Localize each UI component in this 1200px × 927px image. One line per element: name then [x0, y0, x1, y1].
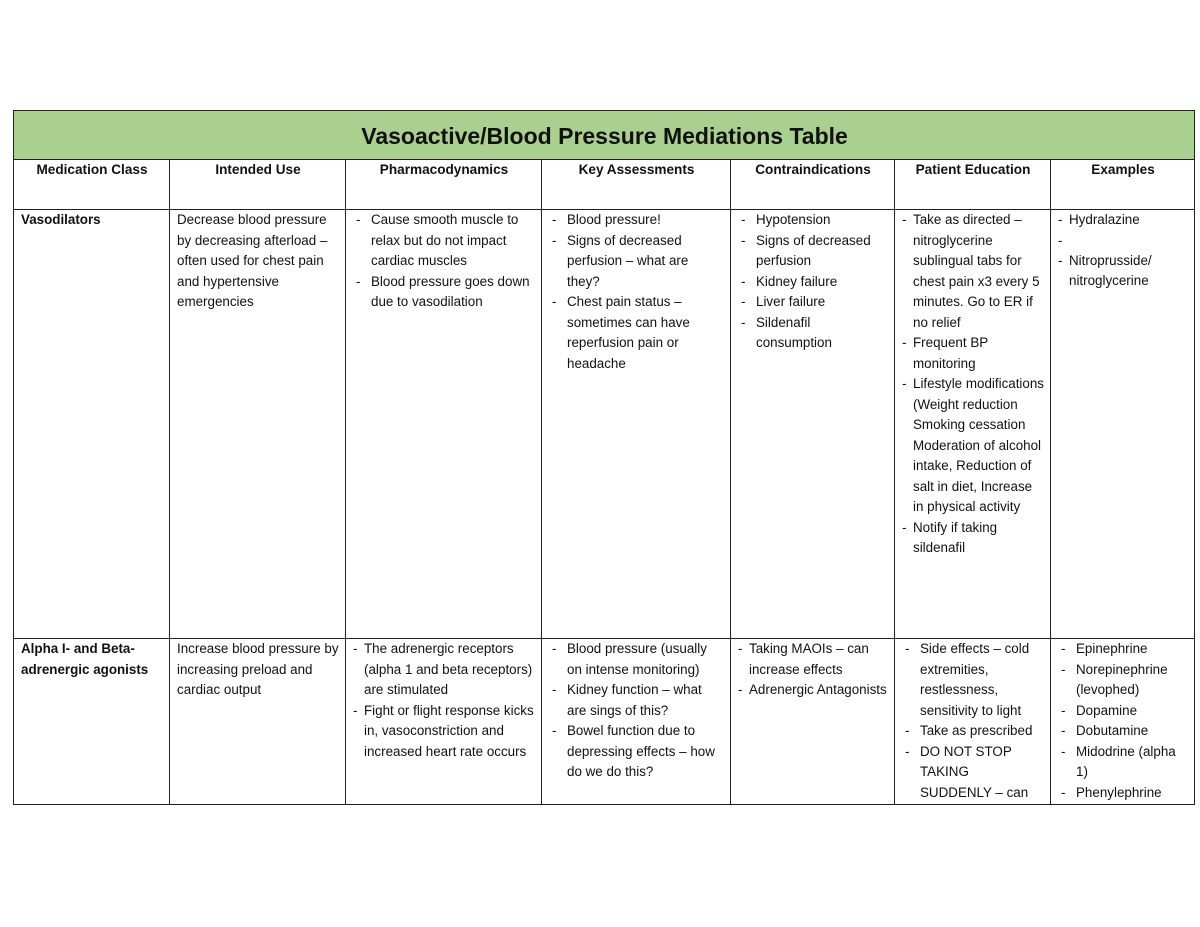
- list-item: - Dopamine: [1058, 701, 1188, 722]
- list-item: - Lifestyle modifications (Weight reduction Smoking cessation Moderation of alcohol intake, Reduction of salt in diet, Increase in physical activity: [902, 374, 1044, 518]
- intended-use-cell: Increase blood pressure by increasing preload and cardiac output: [170, 639, 346, 805]
- table-row: [14, 639, 1195, 805]
- column-header: Examples: [1051, 160, 1195, 210]
- list-item: - Blood pressure goes down due to vasodilation: [353, 272, 535, 313]
- header-row: [14, 160, 1195, 210]
- medications-table: [13, 110, 1195, 805]
- list-item: - The adrenergic receptors (alpha 1 and beta receptors) are stimulated: [353, 639, 535, 701]
- list-item: - Bowel function due to depressing effects – how do we do this?: [549, 721, 724, 783]
- column-header: Patient Education: [895, 160, 1051, 210]
- intended-use-cell: Decrease blood pressure by decreasing afterload – often used for chest pain and hypertensive emergencies: [170, 210, 346, 639]
- pharmacodynamics-cell: [346, 639, 542, 805]
- examples-cell: [1051, 210, 1195, 639]
- patient-education-cell: [895, 210, 1051, 639]
- medication-class-cell: Alpha I- and Beta-adrenergic agonists: [14, 639, 170, 805]
- contraindications-cell: [731, 639, 895, 805]
- list-item: - Adrenergic Antagonists: [738, 680, 888, 701]
- list-item: - Side effects – cold extremities, restlessness, sensitivity to light: [902, 639, 1044, 721]
- list-item: - Chest pain status – sometimes can have reperfusion pain or headache: [549, 292, 724, 374]
- list-item: - Frequent BP monitoring: [902, 333, 1044, 374]
- list-item: - Dobutamine: [1058, 721, 1188, 742]
- table-title: Vasoactive/Blood Pressure Mediations Table: [14, 111, 1195, 160]
- list-item: - Epinephrine: [1058, 639, 1188, 660]
- key-assessments-cell: [542, 210, 731, 639]
- list-item: - Nitroprusside/ nitroglycerine: [1058, 251, 1188, 292]
- column-header: Intended Use: [170, 160, 346, 210]
- column-header: Contraindications: [731, 160, 895, 210]
- list-item: - Cause smooth muscle to relax but do not impact cardiac muscles: [353, 210, 535, 272]
- patient-education-cell: [895, 639, 1051, 805]
- spacer: [1058, 231, 1188, 251]
- pharmacodynamics-cell: [346, 210, 542, 639]
- list-item: - Signs of decreased perfusion: [738, 231, 888, 272]
- list-item: - Blood pressure (usually on intense monitoring): [549, 639, 724, 680]
- list-item: - Take as directed – nitroglycerine sublingual tabs for chest pain x3 every 5 minutes. Go to ER if no relief: [902, 210, 1044, 333]
- column-header: Pharmacodynamics: [346, 160, 542, 210]
- list-item: - DO NOT STOP TAKING SUDDENLY – can: [902, 742, 1044, 804]
- list-item: - Hypotension: [738, 210, 888, 231]
- list-item: - Phenylephrine: [1058, 783, 1188, 804]
- list-item: - Sildenafil consumption: [738, 313, 888, 354]
- list-item: - Midodrine (alpha 1): [1058, 742, 1188, 783]
- list-item: - Kidney function – what are sings of this?: [549, 680, 724, 721]
- list-item: - Take as prescribed: [902, 721, 1044, 742]
- medication-class-cell: Vasodilators: [14, 210, 170, 639]
- list-item: - Signs of decreased perfusion – what are they?: [549, 231, 724, 293]
- key-assessments-cell: [542, 639, 731, 805]
- contraindications-cell: [731, 210, 895, 639]
- column-header: Medication Class: [14, 160, 170, 210]
- list-item: - Hydralazine: [1058, 210, 1188, 231]
- list-item: - Liver failure: [738, 292, 888, 313]
- column-header: Key Assessments: [542, 160, 731, 210]
- list-item: - Notify if taking sildenafil: [902, 518, 1044, 559]
- list-item: - Fight or flight response kicks in, vasoconstriction and increased heart rate occurs: [353, 701, 535, 763]
- list-item: - Taking MAOIs – can increase effects: [738, 639, 888, 680]
- list-item: - Kidney failure: [738, 272, 888, 293]
- list-item: - Norepinephrine (levophed): [1058, 660, 1188, 701]
- table-row: [14, 210, 1195, 639]
- list-item: - Blood pressure!: [549, 210, 724, 231]
- examples-cell: [1051, 639, 1195, 805]
